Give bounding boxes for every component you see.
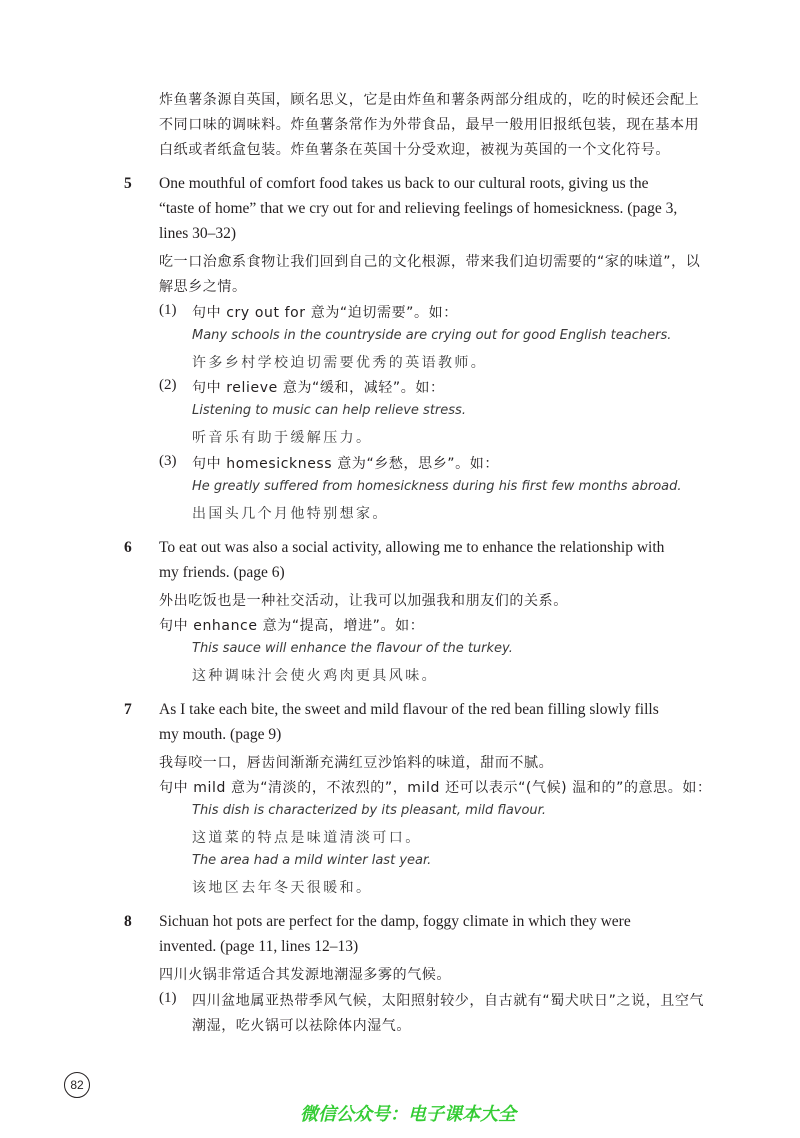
intro-line-3: 白纸或者纸盒包装。炸鱼薯条在英国十分受欢迎，被视为英国的一个文化符号。 [159,142,670,158]
item-7-example-1-en: This dish is characterized by its pleasant, mild flavour. [192,803,546,818]
item-8-number: 8 [124,913,132,930]
watermark-text: 微信公众号：电子课本大全 [300,1104,516,1125]
item-5-sub-2-example-zh: 听音乐有助于缓解压力。 [192,430,373,446]
item-5-sub-2-note: 句中 relieve 意为“缓和，减轻”。如： [192,380,445,396]
item-5-sub-1-example-en: Many schools in the countryside are crying out for good English teachers. [192,328,672,343]
item-5-number: 5 [124,175,132,192]
item-5-sub-3-example-zh: 出国头几个月他特别想家。 [192,506,389,522]
item-5-english-line-2: “taste of home” that we cry out for and relieving feelings of homesickness. (page 3, [159,200,678,217]
item-6-example-en: This sauce will enhance the flavour of the turkey. [192,641,513,656]
item-8-sub-1-label: (1) [159,990,177,1006]
item-5-english-line-3: lines 30–32) [159,225,237,242]
item-8-translation: 四川火锅非常适合其发源地潮湿多雾的气候。 [159,967,451,983]
item-6-example-zh: 这种调味汁会使火鸡肉更具风味。 [192,668,438,684]
item-6-note: 句中 enhance 意为“提高，增进”。如： [159,618,425,634]
item-6-english-line-2: my friends. (page 6) [159,564,285,581]
item-5-sub-3-example-en: He greatly suffered from homesickness during his first few months abroad. [192,479,682,494]
item-7-translation: 我每咬一口，唇齿间渐渐充满红豆沙馅料的味道，甜而不腻。 [159,755,554,771]
item-5-sub-1-note: 句中 cry out for 意为“迫切需要”。如： [192,305,458,321]
item-7-example-2-en: The area had a mild winter last year. [192,853,432,868]
page-number: 82 [64,1072,90,1098]
item-5-sub-1-example-zh: 许多乡村学校迫切需要优秀的英语教师。 [192,355,488,371]
item-5-sub-1-label: (1) [159,302,177,318]
item-7-example-1-zh: 这道菜的特点是味道清淡可口。 [192,830,422,846]
item-7-note: 句中 mild 意为“清淡的，不浓烈的”，mild 还可以表示“(气候) 温和的”的意思。如： [159,780,712,796]
item-5-english-line-1: One mouthful of comfort food takes us back to our cultural roots, giving us the [159,175,649,192]
intro-line-2: 不同口味的调味料。炸鱼薯条常作为外带食品，最早一般用旧报纸包装，现在基本用 [159,117,700,133]
item-5-translation-line-1: 吃一口治愈系食物让我们回到自己的文化根源，带来我们迫切需要的“家的味道”，以 [159,254,701,270]
item-5-sub-3-note: 句中 homesickness 意为“乡愁，思乡”。如： [192,456,499,472]
item-5-sub-2-label: (2) [159,377,177,393]
item-8-sub-1-line-2: 潮湿，吃火锅可以祛除体内湿气。 [192,1018,411,1034]
item-7-example-2-zh: 该地区去年冬天很暖和。 [192,880,373,896]
item-7-english-line-2: my mouth. (page 9) [159,726,282,743]
item-5-sub-2-example-en: Listening to music can help relieve stress. [192,403,466,418]
intro-line-1: 炸鱼薯条源自英国，顾名思义，它是由炸鱼和薯条两部分组成的，吃的时候还会配上 [159,92,700,108]
item-8-english-line-1: Sichuan hot pots are perfect for the damp, foggy climate in which they were [159,913,631,930]
item-6-english-line-1: To eat out was also a social activity, allowing me to enhance the relationship with [159,539,665,556]
item-5-sub-3-label: (3) [159,453,177,469]
item-8-sub-1-line-1: 四川盆地属亚热带季风气候，太阳照射较少，自古就有“蜀犬吠日”之说，且空气 [192,993,705,1009]
item-5-translation-line-2: 解思乡之情。 [159,279,247,295]
item-7-english-line-1: As I take each bite, the sweet and mild flavour of the red bean filling slowly fills [159,701,659,718]
item-8-english-line-2: invented. (page 11, lines 12–13) [159,938,359,955]
item-6-number: 6 [124,539,132,556]
item-6-translation: 外出吃饭也是一种社交活动，让我可以加强我和朋友们的关系。 [159,593,568,609]
item-7-number: 7 [124,701,132,718]
